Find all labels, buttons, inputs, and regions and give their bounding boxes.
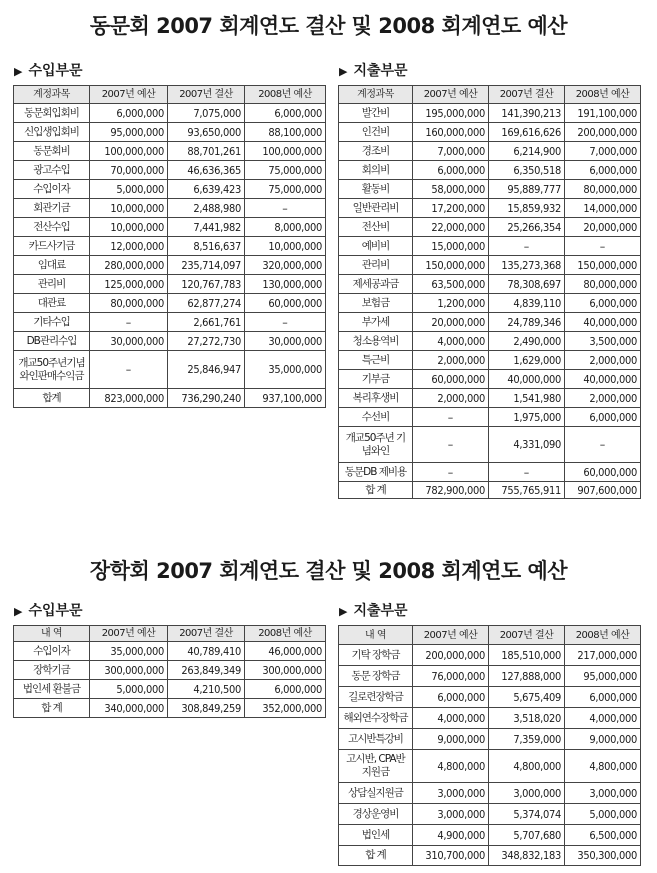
- amount-cell: 7,359,000: [489, 729, 565, 750]
- table-row: [14, 123, 326, 142]
- amount-cell: 191,100,000: [565, 104, 641, 123]
- table-row: [339, 332, 641, 351]
- amount-cell: 40,000,000: [565, 370, 641, 389]
- amount-cell: 2,661,761: [168, 313, 245, 332]
- total-amount: 348,832,183: [489, 846, 565, 866]
- total-amount: 755,765,911: [489, 482, 565, 499]
- amount-cell: 88,100,000: [245, 123, 326, 142]
- amount-cell: 35,000,000: [245, 351, 326, 389]
- amount-cell: 6,000,000: [90, 104, 168, 123]
- scholarship-income-table: [13, 625, 326, 718]
- table-row: [339, 256, 641, 275]
- amount-cell: 12,000,000: [90, 237, 168, 256]
- table-row: [339, 123, 641, 142]
- column-header: 2007년 예산: [90, 86, 168, 104]
- amount-cell: 75,000,000: [245, 180, 326, 199]
- row-label: 개교50주년 기념와인: [339, 427, 413, 463]
- table-row: [339, 180, 641, 199]
- amount-cell: 6,000,000: [413, 687, 489, 708]
- row-label: 기탁 장학금: [339, 645, 413, 666]
- table-row: [339, 294, 641, 313]
- scholarship-expense-table: [338, 625, 641, 866]
- amount-cell: 5,000,000: [565, 804, 641, 825]
- amount-cell: 10,000,000: [90, 199, 168, 218]
- table-row: [339, 408, 641, 427]
- row-label: 특근비: [339, 351, 413, 370]
- table-row: [14, 313, 326, 332]
- table-row: [339, 237, 641, 256]
- alumni-income-table: [13, 85, 326, 408]
- amount-cell: 5,707,680: [489, 825, 565, 846]
- amount-cell: 30,000,000: [90, 332, 168, 351]
- amount-cell: 10,000,000: [245, 237, 326, 256]
- table-row: [339, 199, 641, 218]
- row-label: 활동비: [339, 180, 413, 199]
- table-row: [14, 104, 326, 123]
- table-row: [339, 729, 641, 750]
- row-label: 장학기금: [14, 661, 90, 680]
- table-row: [339, 313, 641, 332]
- table-row: [339, 427, 641, 463]
- table-row: [339, 104, 641, 123]
- table-row: [14, 256, 326, 275]
- amount-cell: 6,000,000: [565, 687, 641, 708]
- total-label: 합 계: [339, 846, 413, 866]
- amount-cell: 3,500,000: [565, 332, 641, 351]
- amount-cell: 5,374,074: [489, 804, 565, 825]
- header-row: [14, 86, 326, 104]
- section-income-scholarship: [14, 600, 83, 620]
- amount-cell: 2,488,980: [168, 199, 245, 218]
- amount-cell: –: [565, 237, 641, 256]
- column-header: 2008년 예산: [245, 626, 326, 642]
- amount-cell: 4,800,000: [413, 750, 489, 783]
- amount-cell: 4,900,000: [413, 825, 489, 846]
- row-label: 경조비: [339, 142, 413, 161]
- amount-cell: 185,510,000: [489, 645, 565, 666]
- amount-cell: 15,859,932: [489, 199, 565, 218]
- amount-cell: 75,000,000: [245, 161, 326, 180]
- amount-cell: 6,000,000: [245, 680, 326, 699]
- amount-cell: 24,789,346: [489, 313, 565, 332]
- table-row: [339, 645, 641, 666]
- amount-cell: 195,000,000: [413, 104, 489, 123]
- table-row: [339, 370, 641, 389]
- amount-cell: –: [245, 313, 326, 332]
- amount-cell: 2,000,000: [565, 351, 641, 370]
- amount-cell: 1,200,000: [413, 294, 489, 313]
- row-label: 부가세: [339, 313, 413, 332]
- row-label: 고시반특강비: [339, 729, 413, 750]
- amount-cell: 95,889,777: [489, 180, 565, 199]
- amount-cell: 3,000,000: [565, 783, 641, 804]
- amount-cell: 200,000,000: [565, 123, 641, 142]
- amount-cell: 6,000,000: [565, 294, 641, 313]
- column-header: 2007년 결산: [489, 86, 565, 104]
- row-label: 전산수입: [14, 218, 90, 237]
- amount-cell: –: [413, 427, 489, 463]
- amount-cell: 6,350,518: [489, 161, 565, 180]
- row-label: 임대료: [14, 256, 90, 275]
- row-label: 길로련장학금: [339, 687, 413, 708]
- amount-cell: 6,000,000: [245, 104, 326, 123]
- row-label: 복리후생비: [339, 389, 413, 408]
- table-row: [14, 351, 326, 389]
- total-row: [339, 846, 641, 866]
- amount-cell: –: [90, 351, 168, 389]
- amount-cell: 7,075,000: [168, 104, 245, 123]
- section-label: 지출부문: [353, 603, 408, 619]
- amount-cell: 6,500,000: [565, 825, 641, 846]
- amount-cell: 6,000,000: [413, 161, 489, 180]
- section-label: 지출부문: [353, 63, 408, 79]
- row-label: 전산비: [339, 218, 413, 237]
- amount-cell: 78,308,697: [489, 275, 565, 294]
- amount-cell: 8,516,637: [168, 237, 245, 256]
- total-amount: 937,100,000: [245, 389, 326, 408]
- amount-cell: 3,000,000: [489, 783, 565, 804]
- amount-cell: 6,214,900: [489, 142, 565, 161]
- total-row: [14, 699, 326, 718]
- column-header: 2008년 예산: [565, 86, 641, 104]
- row-label: 수입이자: [14, 180, 90, 199]
- row-label: DB관리수입: [14, 332, 90, 351]
- amount-cell: –: [413, 408, 489, 427]
- table-row: [339, 161, 641, 180]
- row-label: 수입이자: [14, 642, 90, 661]
- row-label: 광고수입: [14, 161, 90, 180]
- row-label: 발간비: [339, 104, 413, 123]
- amount-cell: 120,767,783: [168, 275, 245, 294]
- table-row: [14, 680, 326, 699]
- amount-cell: 217,000,000: [565, 645, 641, 666]
- row-label: 카드사기금: [14, 237, 90, 256]
- amount-cell: 4,331,090: [489, 427, 565, 463]
- amount-cell: 100,000,000: [245, 142, 326, 161]
- total-amount: 350,300,000: [565, 846, 641, 866]
- amount-cell: 1,629,000: [489, 351, 565, 370]
- header-row: [339, 626, 641, 645]
- row-label: 예비비: [339, 237, 413, 256]
- section-income-alumni: [14, 60, 83, 80]
- column-header: 2007년 예산: [413, 626, 489, 645]
- column-header: 2007년 결산: [168, 86, 245, 104]
- row-label: 법인세 환불금: [14, 680, 90, 699]
- row-label: 회의비: [339, 161, 413, 180]
- table-row: [339, 275, 641, 294]
- amount-cell: –: [489, 463, 565, 482]
- table-row: [339, 687, 641, 708]
- amount-cell: 70,000,000: [90, 161, 168, 180]
- amount-cell: 200,000,000: [413, 645, 489, 666]
- amount-cell: 20,000,000: [413, 313, 489, 332]
- total-amount: 310,700,000: [413, 846, 489, 866]
- row-label: 고시반, CPA반 지원금: [339, 750, 413, 783]
- amount-cell: 5,675,409: [489, 687, 565, 708]
- total-label: 합 계: [339, 482, 413, 499]
- row-label: 동문회비: [14, 142, 90, 161]
- amount-cell: 2,000,000: [565, 389, 641, 408]
- amount-cell: 46,636,365: [168, 161, 245, 180]
- amount-cell: 3,000,000: [413, 783, 489, 804]
- amount-cell: 14,000,000: [565, 199, 641, 218]
- amount-cell: 6,639,423: [168, 180, 245, 199]
- amount-cell: 130,000,000: [245, 275, 326, 294]
- total-amount: 823,000,000: [90, 389, 168, 408]
- amount-cell: 63,500,000: [413, 275, 489, 294]
- amount-cell: 4,839,110: [489, 294, 565, 313]
- section-expense-alumni: [339, 60, 408, 80]
- table-row: [14, 237, 326, 256]
- amount-cell: 60,000,000: [565, 463, 641, 482]
- amount-cell: 3,518,020: [489, 708, 565, 729]
- amount-cell: 40,789,410: [168, 642, 245, 661]
- amount-cell: 17,200,000: [413, 199, 489, 218]
- alumni-expense-table: [338, 85, 641, 499]
- total-label: 합 계: [14, 699, 90, 718]
- amount-cell: 141,390,213: [489, 104, 565, 123]
- amount-cell: 30,000,000: [245, 332, 326, 351]
- amount-cell: 6,000,000: [565, 408, 641, 427]
- amount-cell: 135,273,368: [489, 256, 565, 275]
- table-row: [339, 783, 641, 804]
- amount-cell: 235,714,097: [168, 256, 245, 275]
- table-row: [339, 218, 641, 237]
- amount-cell: 95,000,000: [565, 666, 641, 687]
- column-header: 2007년 결산: [168, 626, 245, 642]
- table-row: [14, 142, 326, 161]
- amount-cell: 22,000,000: [413, 218, 489, 237]
- amount-cell: 25,266,354: [489, 218, 565, 237]
- amount-cell: 60,000,000: [245, 294, 326, 313]
- row-label: 청소용역비: [339, 332, 413, 351]
- amount-cell: 58,000,000: [413, 180, 489, 199]
- total-amount: 782,900,000: [413, 482, 489, 499]
- row-label: 관리비: [14, 275, 90, 294]
- table-row: [14, 661, 326, 680]
- triangle-right-icon: ▶: [14, 65, 23, 78]
- row-label: 회관기금: [14, 199, 90, 218]
- amount-cell: 7,441,982: [168, 218, 245, 237]
- row-label: 동문회입회비: [14, 104, 90, 123]
- amount-cell: –: [565, 427, 641, 463]
- amount-cell: 27,272,730: [168, 332, 245, 351]
- amount-cell: 40,000,000: [565, 313, 641, 332]
- table-row: [14, 180, 326, 199]
- amount-cell: 40,000,000: [489, 370, 565, 389]
- table-row: [14, 642, 326, 661]
- row-label: 상담실지원금: [339, 783, 413, 804]
- amount-cell: 9,000,000: [565, 729, 641, 750]
- row-label: 인건비: [339, 123, 413, 142]
- header-row: [14, 626, 326, 642]
- amount-cell: 4,000,000: [413, 708, 489, 729]
- amount-cell: 160,000,000: [413, 123, 489, 142]
- column-header: 계정과목: [339, 86, 413, 104]
- triangle-right-icon: ▶: [14, 605, 23, 618]
- amount-cell: 35,000,000: [90, 642, 168, 661]
- row-label: 개교50주년기념 와인판매수익금: [14, 351, 90, 389]
- amount-cell: 5,000,000: [90, 680, 168, 699]
- amount-cell: 280,000,000: [90, 256, 168, 275]
- section-label: 수입부문: [28, 63, 83, 79]
- table-row: [339, 351, 641, 370]
- total-label: 합계: [14, 389, 90, 408]
- amount-cell: 100,000,000: [90, 142, 168, 161]
- amount-cell: 6,000,000: [565, 161, 641, 180]
- title-alumni: 동문회 2007 회계연도 결산 및 2008 회계연도 예산: [89, 14, 568, 38]
- total-row: [14, 389, 326, 408]
- total-amount: 736,290,240: [168, 389, 245, 408]
- amount-cell: 127,888,000: [489, 666, 565, 687]
- table-row: [339, 804, 641, 825]
- amount-cell: 25,846,947: [168, 351, 245, 389]
- triangle-right-icon: ▶: [339, 605, 348, 618]
- column-header: 2008년 예산: [565, 626, 641, 645]
- amount-cell: 263,849,349: [168, 661, 245, 680]
- amount-cell: 7,000,000: [413, 142, 489, 161]
- amount-cell: 4,210,500: [168, 680, 245, 699]
- amount-cell: 80,000,000: [90, 294, 168, 313]
- table-row: [339, 825, 641, 846]
- title-scholarship: 장학회 2007 회계연도 결산 및 2008 회계연도 예산: [89, 559, 568, 583]
- table-row: [339, 666, 641, 687]
- row-label: 기타수입: [14, 313, 90, 332]
- amount-cell: –: [245, 199, 326, 218]
- column-header: 2007년 예산: [413, 86, 489, 104]
- amount-cell: 62,877,274: [168, 294, 245, 313]
- amount-cell: –: [90, 313, 168, 332]
- table-row: [339, 463, 641, 482]
- amount-cell: 2,000,000: [413, 389, 489, 408]
- column-header: 2007년 예산: [90, 626, 168, 642]
- column-header: 내 역: [339, 626, 413, 645]
- amount-cell: 3,000,000: [413, 804, 489, 825]
- table-row: [339, 142, 641, 161]
- column-header: 2008년 예산: [245, 86, 326, 104]
- table-row: [339, 708, 641, 729]
- total-amount: 907,600,000: [565, 482, 641, 499]
- table-row: [14, 218, 326, 237]
- amount-cell: 4,800,000: [489, 750, 565, 783]
- amount-cell: 4,000,000: [413, 332, 489, 351]
- amount-cell: 10,000,000: [90, 218, 168, 237]
- row-label: 수선비: [339, 408, 413, 427]
- total-row: [339, 482, 641, 499]
- total-amount: 340,000,000: [90, 699, 168, 718]
- amount-cell: 93,650,000: [168, 123, 245, 142]
- row-label: 대관료: [14, 294, 90, 313]
- row-label: 기부금: [339, 370, 413, 389]
- total-amount: 308,849,259: [168, 699, 245, 718]
- table-row: [339, 389, 641, 408]
- section-label: 수입부문: [28, 603, 83, 619]
- amount-cell: 300,000,000: [90, 661, 168, 680]
- column-header: 계정과목: [14, 86, 90, 104]
- amount-cell: 95,000,000: [90, 123, 168, 142]
- row-label: 일반관리비: [339, 199, 413, 218]
- section-expense-scholarship: [339, 600, 408, 620]
- amount-cell: 320,000,000: [245, 256, 326, 275]
- amount-cell: 76,000,000: [413, 666, 489, 687]
- amount-cell: –: [489, 237, 565, 256]
- amount-cell: 15,000,000: [413, 237, 489, 256]
- amount-cell: 150,000,000: [565, 256, 641, 275]
- amount-cell: 80,000,000: [565, 275, 641, 294]
- row-label: 경상운영비: [339, 804, 413, 825]
- amount-cell: 2,000,000: [413, 351, 489, 370]
- amount-cell: 7,000,000: [565, 142, 641, 161]
- amount-cell: –: [413, 463, 489, 482]
- amount-cell: 60,000,000: [413, 370, 489, 389]
- amount-cell: 5,000,000: [90, 180, 168, 199]
- amount-cell: 88,701,261: [168, 142, 245, 161]
- row-label: 동문DB 제비용: [339, 463, 413, 482]
- total-amount: 352,000,000: [245, 699, 326, 718]
- amount-cell: 9,000,000: [413, 729, 489, 750]
- row-label: 법인세: [339, 825, 413, 846]
- amount-cell: 169,616,626: [489, 123, 565, 142]
- row-label: 보험금: [339, 294, 413, 313]
- table-row: [14, 275, 326, 294]
- triangle-right-icon: ▶: [339, 65, 348, 78]
- amount-cell: 8,000,000: [245, 218, 326, 237]
- row-label: 해외연수장학금: [339, 708, 413, 729]
- amount-cell: 20,000,000: [565, 218, 641, 237]
- amount-cell: 80,000,000: [565, 180, 641, 199]
- amount-cell: 4,800,000: [565, 750, 641, 783]
- table-row: [14, 199, 326, 218]
- table-row: [14, 161, 326, 180]
- amount-cell: 1,975,000: [489, 408, 565, 427]
- row-label: 관리비: [339, 256, 413, 275]
- column-header: 2007년 결산: [489, 626, 565, 645]
- amount-cell: 300,000,000: [245, 661, 326, 680]
- amount-cell: 125,000,000: [90, 275, 168, 294]
- header-row: [339, 86, 641, 104]
- amount-cell: 4,000,000: [565, 708, 641, 729]
- row-label: 제세공과금: [339, 275, 413, 294]
- row-label: 동문 장학금: [339, 666, 413, 687]
- table-row: [14, 294, 326, 313]
- row-label: 신입생입회비: [14, 123, 90, 142]
- amount-cell: 1,541,980: [489, 389, 565, 408]
- amount-cell: 46,000,000: [245, 642, 326, 661]
- table-row: [339, 750, 641, 783]
- table-row: [14, 332, 326, 351]
- column-header: 내 역: [14, 626, 90, 642]
- amount-cell: 2,490,000: [489, 332, 565, 351]
- amount-cell: 150,000,000: [413, 256, 489, 275]
